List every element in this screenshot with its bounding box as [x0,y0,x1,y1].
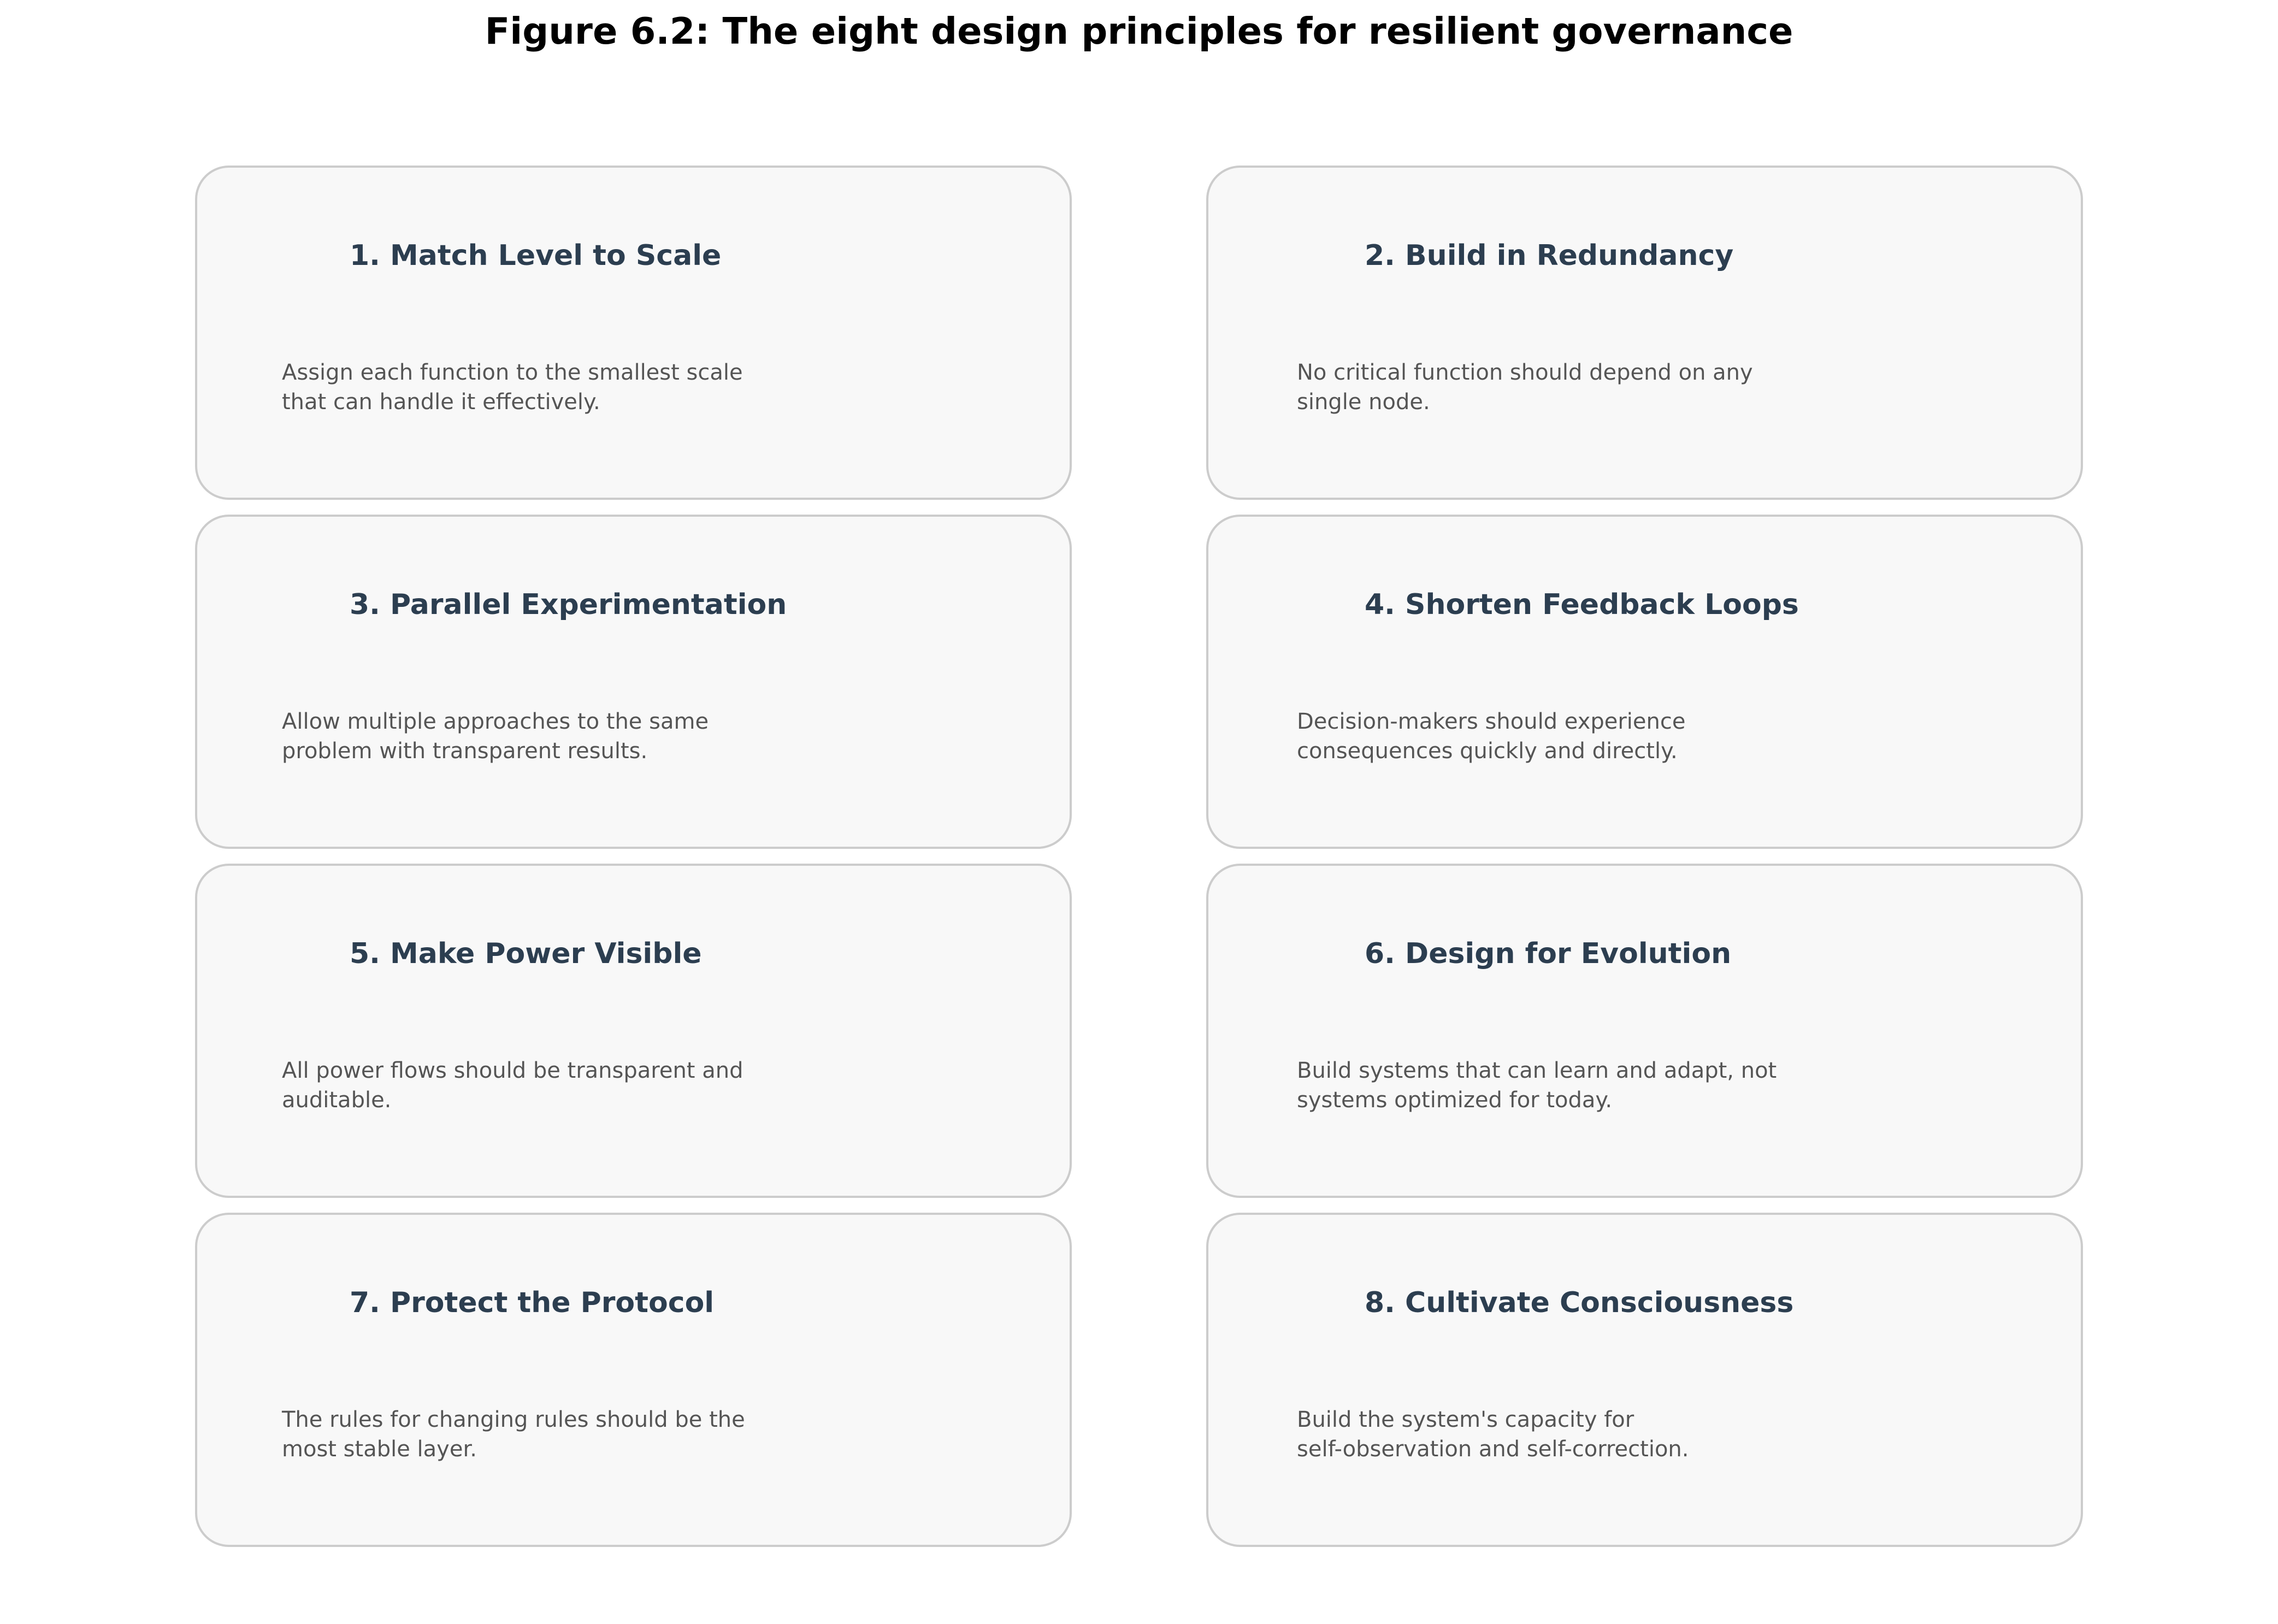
principle-description [282,1405,992,1464]
principle-description [1297,1056,2007,1115]
principle-title: 2. Build in Redundancy [1365,239,1734,272]
principle-card-5 [195,864,1072,1198]
description-line: Build the system's capacity for [1297,1407,1634,1432]
principle-title: 7. Protect the Protocol [350,1286,715,1319]
principle-title: 4. Shorten Feedback Loops [1365,588,1799,621]
description-line: Decision-makers should experience [1297,709,1686,734]
principle-description [1297,707,2007,766]
description-line: Assign each function to the smallest scale [282,360,743,385]
description-line: auditable. [282,1088,392,1113]
principle-card-2 [1206,166,2083,500]
description-line: consequences quickly and directly. [1297,739,1678,764]
description-line: No critical function should depend on any [1297,360,1753,385]
description-line: that can handle it effectively. [282,389,600,415]
description-line: The rules for changing rules should be the [282,1407,745,1432]
figure-title: Figure 6.2: The eight design principles for resilient governance [485,10,1793,52]
principle-card-6 [1206,864,2083,1198]
description-line: All power flows should be transparent and [282,1058,743,1083]
principle-description [282,1056,992,1115]
principle-description [1297,1405,2007,1464]
principle-title: 3. Parallel Experimentation [350,588,787,621]
principle-card-8 [1206,1213,2083,1547]
principle-title: 5. Make Power Visible [350,937,702,970]
principle-card-1 [195,166,1072,500]
principle-description [282,707,992,766]
description-line: self-observation and self-correction. [1297,1437,1689,1462]
description-line: Allow multiple approaches to the same [282,709,709,734]
description-line: Build systems that can learn and adapt, not [1297,1058,1777,1083]
principle-title: 6. Design for Evolution [1365,937,1732,970]
principle-card-3 [195,515,1072,849]
description-line: systems optimized for today. [1297,1088,1613,1113]
principle-description [1297,358,2007,417]
principle-card-4 [1206,515,2083,849]
principle-title: 8. Cultivate Consciousness [1365,1286,1794,1319]
principle-description [282,358,992,417]
description-line: most stable layer. [282,1437,477,1462]
description-line: single node. [1297,389,1430,415]
principle-title: 1. Match Level to Scale [350,239,722,272]
principle-card-7 [195,1213,1072,1547]
description-line: problem with transparent results. [282,739,648,764]
